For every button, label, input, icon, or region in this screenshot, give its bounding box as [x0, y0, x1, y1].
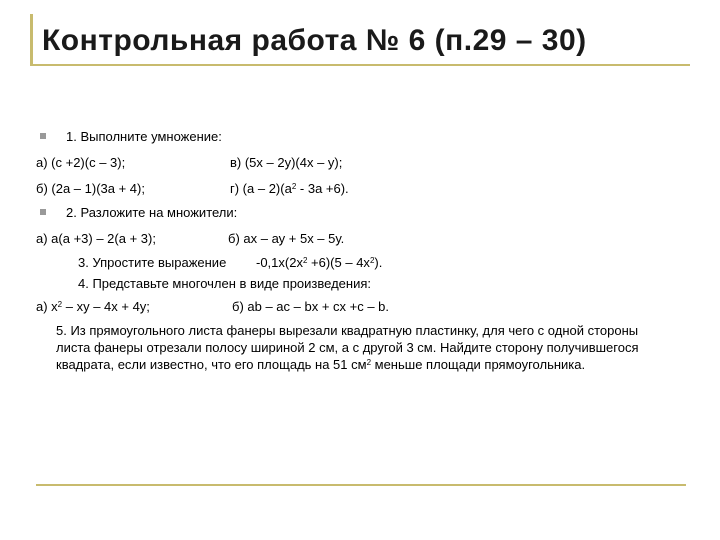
task4-item-b: б) ab – ac – bx + cx +c – b. — [232, 299, 390, 314]
task1-item-g-suffix: - 3а +6). — [296, 181, 349, 196]
task3-expr-prefix: -0,1х(2х — [256, 255, 303, 270]
task4-item-a-sup: 2 — [57, 300, 63, 309]
title-underline — [30, 64, 690, 66]
task1-item-g-sup: 2 — [291, 182, 297, 191]
task5-text — [56, 322, 676, 373]
task3-expr-sup2: 2 — [369, 256, 375, 265]
bottom-divider — [36, 484, 686, 486]
task1-item-g-prefix: г) (а – 2)(а — [230, 181, 292, 196]
task3-label: 3. Упростите выражение — [78, 255, 227, 270]
task1-item-a: а) (с +2)(с – 3); — [36, 155, 126, 170]
task1-item-v: в) (5х – 2у)(4х – у); — [230, 155, 343, 170]
task2-item-b: б) ах – ау + 5х – 5у. — [228, 231, 345, 246]
task3-expression — [256, 255, 382, 271]
page-title: Контрольная работа № 6 (п.29 – 30) — [42, 24, 587, 57]
task3-expr-mid: +6)(5 – 4х — [307, 255, 370, 270]
bullet-icon — [40, 209, 46, 215]
task5-text-after: меньше площади прямоугольника. — [371, 357, 586, 372]
task1-item-g — [230, 181, 349, 197]
task4-heading: 4. Представьте многочлен в виде произведения: — [78, 276, 371, 291]
task1-heading: 1. Выполните умножение: — [66, 129, 222, 144]
task4-item-a — [36, 299, 150, 315]
bullet-icon — [40, 133, 46, 139]
task4-item-a-suffix: – ху – 4х + 4у; — [62, 299, 150, 314]
task2-heading: 2. Разложите на множители: — [66, 205, 238, 220]
task2-item-a: а) а(а +3) – 2(а + 3); — [36, 231, 156, 246]
task1-item-b: б) (2а – 1)(3а + 4); — [36, 181, 145, 196]
task5-text-before: 5. Из прямоугольного листа фанеры вырезали квадратную пластинку, для чего с одной стороны листа фанеры отрезали полосу шириной 2 см, а с другой 3 см. Найдите сторону получившегося квадрата, если известно, что его площадь на 51 см — [56, 323, 639, 372]
task5-sup: 2 — [366, 358, 372, 367]
task3-expr-sup1: 2 — [302, 256, 308, 265]
task3-expr-suffix: ). — [374, 255, 383, 270]
task4-item-a-prefix: а) х — [36, 299, 58, 314]
title-accent-vertical-line — [30, 14, 33, 66]
